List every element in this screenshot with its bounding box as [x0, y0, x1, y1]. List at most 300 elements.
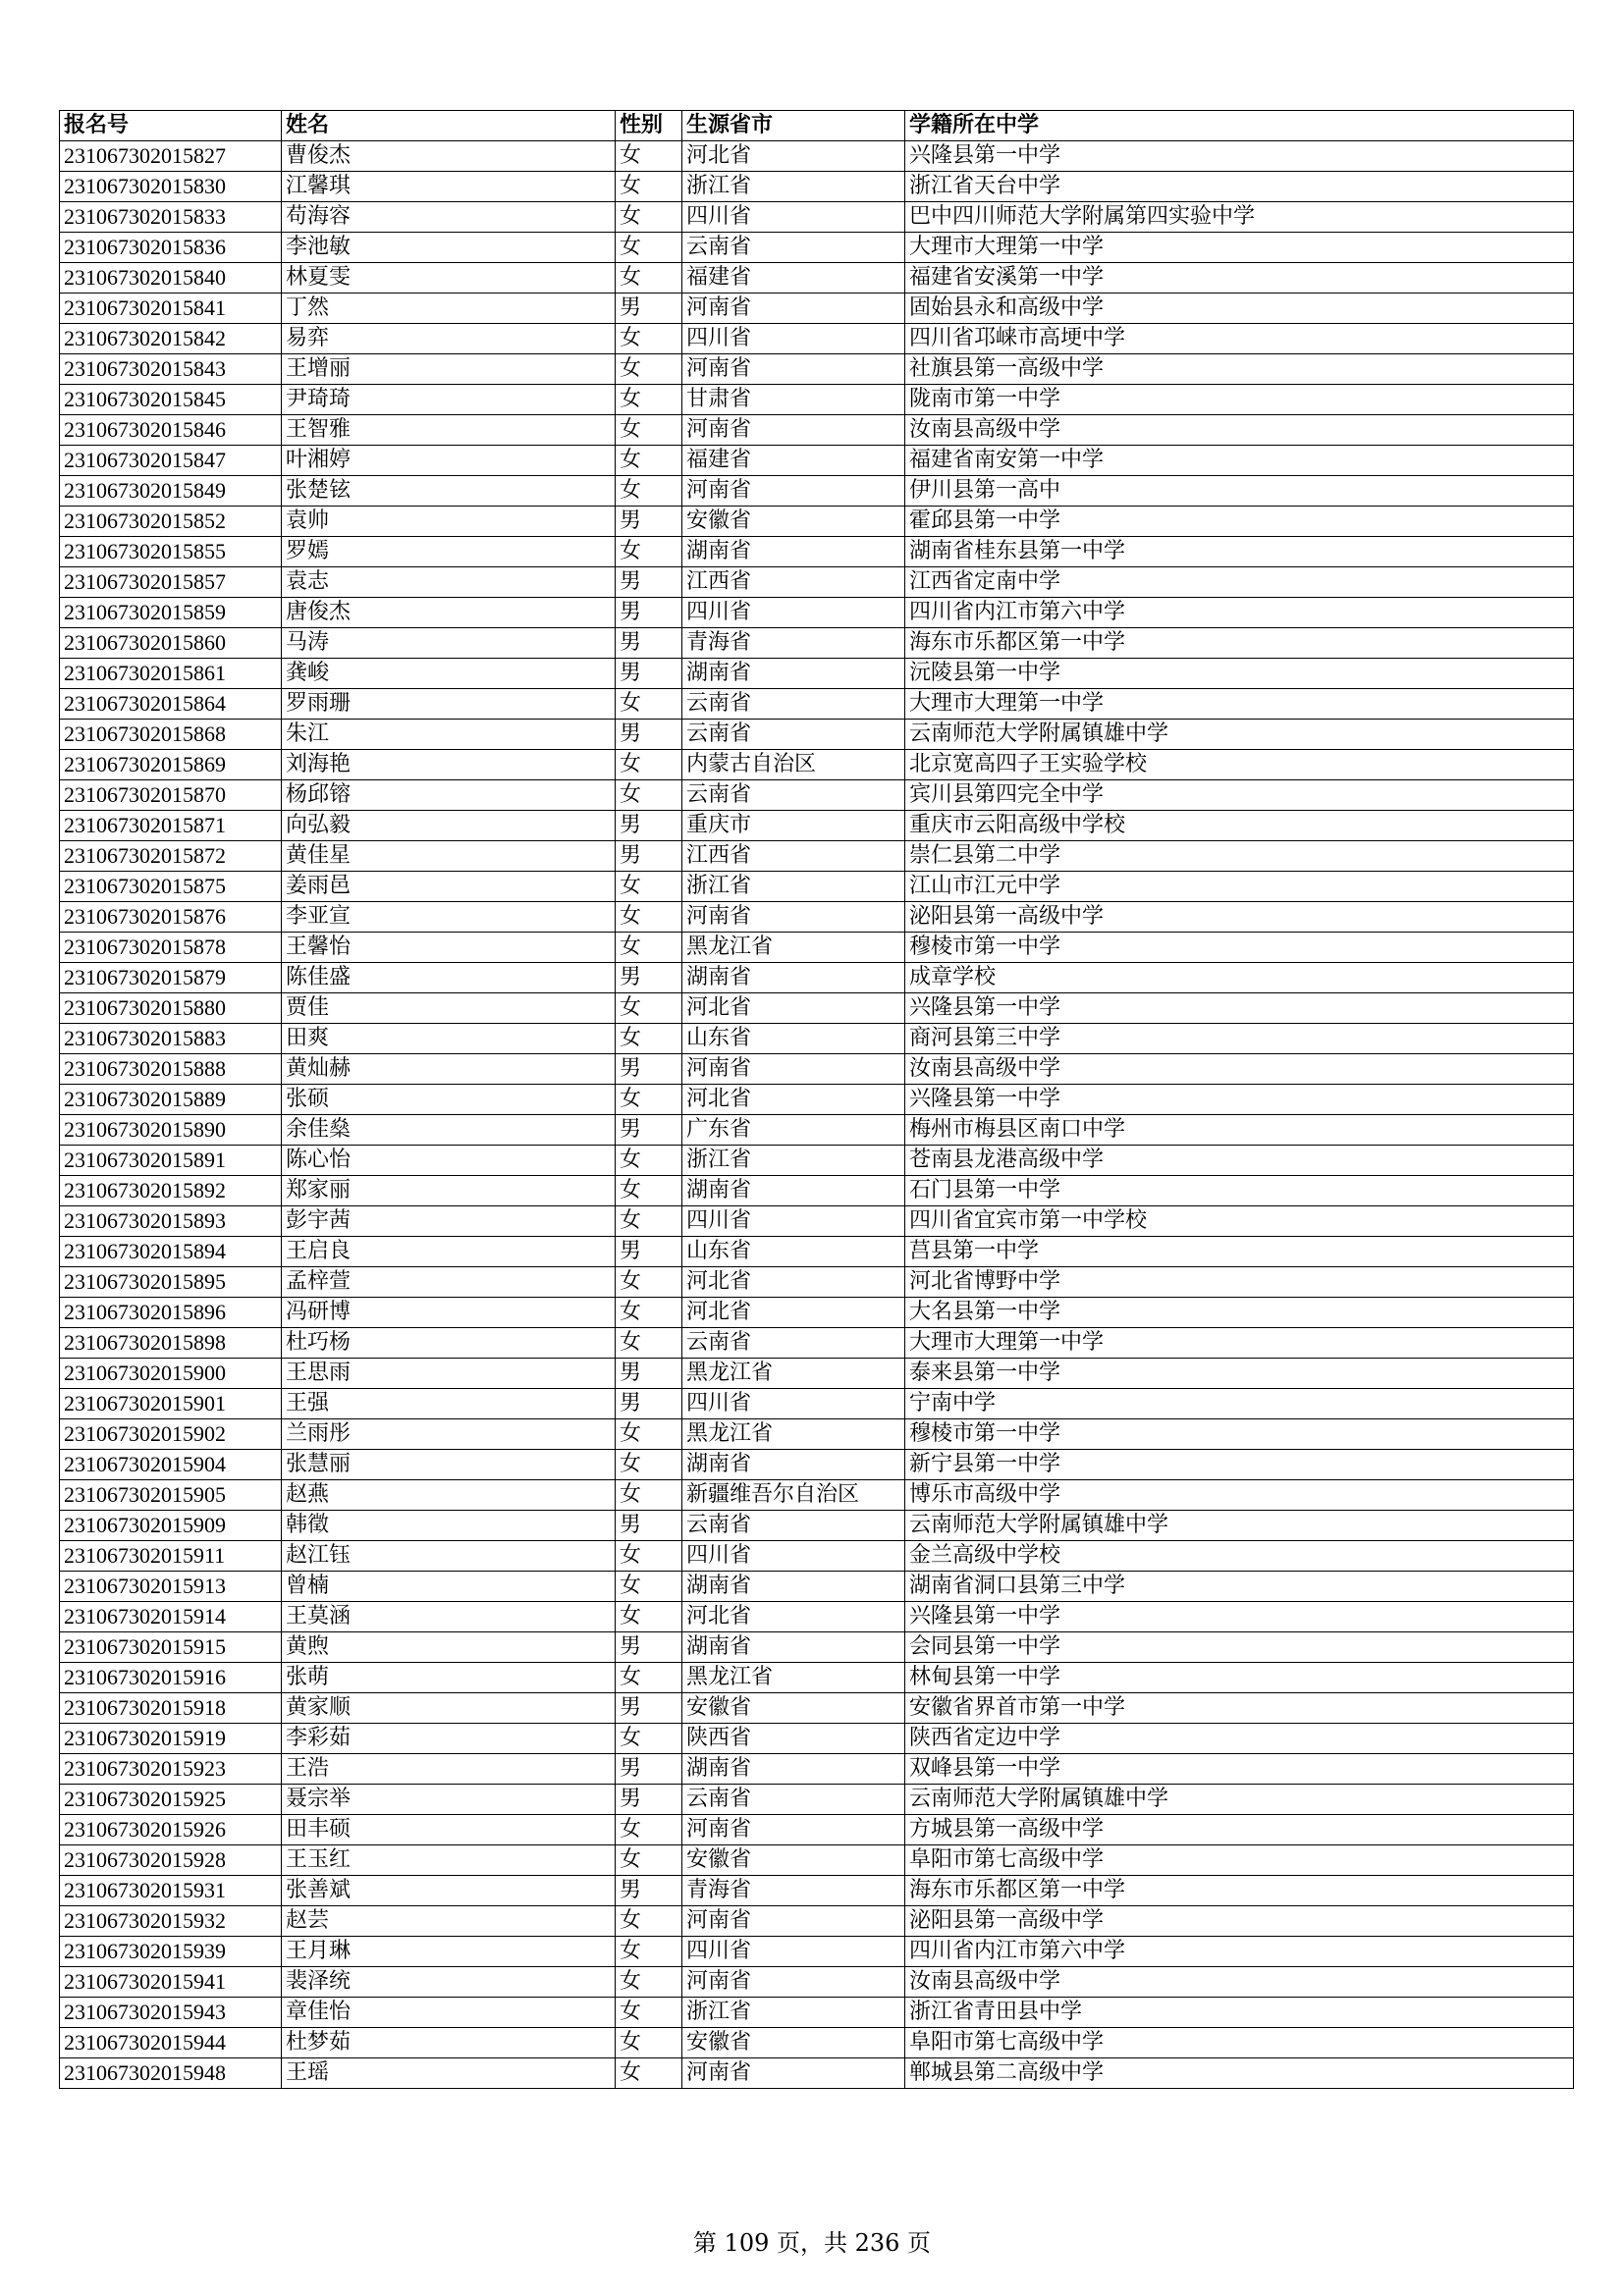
name-cell: 赵江钰 — [282, 1541, 616, 1572]
registration-number-cell: 231067302015876 — [60, 902, 282, 933]
province-cell: 福建省 — [682, 446, 905, 476]
registration-number-cell: 231067302015878 — [60, 933, 282, 963]
registration-number-cell: 231067302015919 — [60, 1724, 282, 1754]
school-cell: 云南师范大学附属镇雄中学 — [905, 1511, 1574, 1541]
name-cell: 易弈 — [282, 324, 616, 354]
school-cell: 四川省内江市第六中学 — [905, 598, 1574, 628]
registration-number-cell: 231067302015860 — [60, 628, 282, 659]
gender-cell: 男 — [616, 598, 682, 628]
gender-cell: 女 — [616, 2028, 682, 2058]
table-row — [60, 872, 1574, 902]
name-cell: 黄煦 — [282, 1632, 616, 1663]
school-cell: 汝南县高级中学 — [905, 415, 1574, 446]
table-row — [60, 1359, 1574, 1389]
table-row — [60, 172, 1574, 202]
name-cell: 冯研博 — [282, 1298, 616, 1328]
name-cell: 郑家丽 — [282, 1176, 616, 1206]
gender-cell: 女 — [616, 1206, 682, 1237]
province-cell: 云南省 — [682, 1785, 905, 1815]
name-cell: 向弘毅 — [282, 811, 616, 841]
school-cell: 社旗县第一高级中学 — [905, 354, 1574, 385]
table-row — [60, 1115, 1574, 1146]
registration-number-cell: 231067302015830 — [60, 172, 282, 202]
name-cell: 刘海艳 — [282, 750, 616, 780]
school-cell: 湖南省桂东县第一中学 — [905, 537, 1574, 567]
registration-number-cell: 231067302015843 — [60, 354, 282, 385]
table-row — [60, 1785, 1574, 1815]
registration-number-cell: 231067302015847 — [60, 446, 282, 476]
table-row — [60, 1085, 1574, 1115]
registration-number-cell: 231067302015923 — [60, 1754, 282, 1785]
gender-cell: 女 — [616, 385, 682, 415]
province-cell: 河南省 — [682, 354, 905, 385]
gender-cell: 男 — [616, 628, 682, 659]
school-cell: 云南师范大学附属镇雄中学 — [905, 720, 1574, 750]
province-cell: 浙江省 — [682, 1146, 905, 1176]
registration-number-cell: 231067302015861 — [60, 659, 282, 689]
school-cell: 湖南省洞口县第三中学 — [905, 1572, 1574, 1602]
school-cell: 宾川县第四完全中学 — [905, 780, 1574, 811]
table-row — [60, 598, 1574, 628]
registration-number-cell: 231067302015913 — [60, 1572, 282, 1602]
name-cell: 叶湘婷 — [282, 446, 616, 476]
registration-number-cell: 231067302015926 — [60, 1815, 282, 1845]
name-cell: 杜梦茹 — [282, 2028, 616, 2058]
table-row — [60, 1267, 1574, 1298]
name-cell: 王瑶 — [282, 2058, 616, 2089]
name-cell: 王月琳 — [282, 1937, 616, 1967]
table-row — [60, 2028, 1574, 2058]
province-cell: 四川省 — [682, 1389, 905, 1419]
province-cell: 陕西省 — [682, 1724, 905, 1754]
name-cell: 龚峻 — [282, 659, 616, 689]
registration-number-cell: 231067302015892 — [60, 1176, 282, 1206]
table-row — [60, 963, 1574, 993]
province-cell: 浙江省 — [682, 872, 905, 902]
school-cell: 固始县永和高级中学 — [905, 294, 1574, 324]
gender-cell: 女 — [616, 1267, 682, 1298]
gender-cell: 女 — [616, 1085, 682, 1115]
province-cell: 河南省 — [682, 2058, 905, 2089]
school-cell: 北京宽高四子王实验学校 — [905, 750, 1574, 780]
registration-number-cell: 231067302015948 — [60, 2058, 282, 2089]
registration-number-cell: 231067302015852 — [60, 507, 282, 537]
province-cell: 河北省 — [682, 1267, 905, 1298]
school-cell: 林甸县第一中学 — [905, 1663, 1574, 1693]
name-cell: 黄灿赫 — [282, 1054, 616, 1085]
page-footer: 第 109 页，共 236 页 — [692, 2229, 932, 2257]
registration-number-cell: 231067302015883 — [60, 1024, 282, 1054]
registration-number-cell: 231067302015840 — [60, 263, 282, 294]
registration-number-cell: 231067302015889 — [60, 1085, 282, 1115]
gender-cell: 女 — [616, 993, 682, 1024]
table-row — [60, 1419, 1574, 1450]
province-cell: 湖南省 — [682, 1176, 905, 1206]
gender-cell: 女 — [616, 1937, 682, 1967]
registration-number-cell: 231067302015895 — [60, 1267, 282, 1298]
gender-cell: 女 — [616, 1998, 682, 2028]
name-cell: 王思雨 — [282, 1359, 616, 1389]
school-cell: 福建省安溪第一中学 — [905, 263, 1574, 294]
registration-number-cell: 231067302015845 — [60, 385, 282, 415]
school-cell: 宁南中学 — [905, 1389, 1574, 1419]
gender-cell: 女 — [616, 780, 682, 811]
registration-number-cell: 231067302015911 — [60, 1541, 282, 1572]
registration-number-cell: 231067302015928 — [60, 1845, 282, 1876]
table-row — [60, 1693, 1574, 1724]
province-cell: 湖南省 — [682, 963, 905, 993]
school-cell: 崇仁县第二中学 — [905, 841, 1574, 872]
table-row — [60, 1632, 1574, 1663]
table-row — [60, 933, 1574, 963]
gender-cell: 女 — [616, 446, 682, 476]
table-row — [60, 1572, 1574, 1602]
school-cell: 陕西省定边中学 — [905, 1724, 1574, 1754]
province-cell: 河北省 — [682, 1085, 905, 1115]
school-cell: 大理市大理第一中学 — [905, 1328, 1574, 1359]
name-cell: 王增丽 — [282, 354, 616, 385]
registration-number-cell: 231067302015932 — [60, 1906, 282, 1937]
province-cell: 湖南省 — [682, 537, 905, 567]
school-cell: 泰来县第一中学 — [905, 1359, 1574, 1389]
name-cell: 杨邱镕 — [282, 780, 616, 811]
province-cell: 四川省 — [682, 598, 905, 628]
name-cell: 江馨琪 — [282, 172, 616, 202]
school-cell: 四川省邛崃市高埂中学 — [905, 324, 1574, 354]
name-cell: 李彩茹 — [282, 1724, 616, 1754]
table-row — [60, 446, 1574, 476]
province-cell: 河南省 — [682, 1054, 905, 1085]
table-row — [60, 1176, 1574, 1206]
table-row — [60, 1389, 1574, 1419]
school-cell: 四川省内江市第六中学 — [905, 1937, 1574, 1967]
registration-number-cell: 231067302015939 — [60, 1937, 282, 1967]
province-cell: 河北省 — [682, 1298, 905, 1328]
name-cell: 陈佳盛 — [282, 963, 616, 993]
province-cell: 云南省 — [682, 720, 905, 750]
table-row — [60, 324, 1574, 354]
registration-number-cell: 231067302015888 — [60, 1054, 282, 1085]
school-cell: 兴隆县第一中学 — [905, 1085, 1574, 1115]
table-row — [60, 1541, 1574, 1572]
registration-number-cell: 231067302015879 — [60, 963, 282, 993]
table-row — [60, 1906, 1574, 1937]
gender-cell: 女 — [616, 1480, 682, 1511]
school-cell: 大理市大理第一中学 — [905, 689, 1574, 720]
registration-number-cell: 231067302015901 — [60, 1389, 282, 1419]
school-cell: 陇南市第一中学 — [905, 385, 1574, 415]
table-row — [60, 1054, 1574, 1085]
province-cell: 浙江省 — [682, 172, 905, 202]
name-cell: 黄佳星 — [282, 841, 616, 872]
registration-number-cell: 231067302015925 — [60, 1785, 282, 1815]
registration-number-cell: 231067302015905 — [60, 1480, 282, 1511]
name-cell: 彭宇茜 — [282, 1206, 616, 1237]
province-cell: 河南省 — [682, 476, 905, 507]
header-row — [60, 111, 1574, 141]
registration-number-cell: 231067302015857 — [60, 567, 282, 598]
registration-number-cell: 231067302015869 — [60, 750, 282, 780]
name-cell: 唐俊杰 — [282, 598, 616, 628]
gender-cell: 男 — [616, 507, 682, 537]
province-cell: 甘肃省 — [682, 385, 905, 415]
registration-number-cell: 231067302015915 — [60, 1632, 282, 1663]
school-cell: 大名县第一中学 — [905, 1298, 1574, 1328]
table-row — [60, 750, 1574, 780]
gender-cell: 女 — [616, 1572, 682, 1602]
gender-cell: 女 — [616, 1541, 682, 1572]
gender-cell: 女 — [616, 476, 682, 507]
gender-cell: 男 — [616, 294, 682, 324]
name-cell: 陈心怡 — [282, 1146, 616, 1176]
table-row — [60, 1998, 1574, 2028]
table-row — [60, 354, 1574, 385]
table-row — [60, 202, 1574, 233]
school-cell: 伊川县第一高中 — [905, 476, 1574, 507]
registration-number-cell: 231067302015859 — [60, 598, 282, 628]
province-cell: 内蒙古自治区 — [682, 750, 905, 780]
gender-cell: 女 — [616, 1146, 682, 1176]
name-cell: 曹俊杰 — [282, 141, 616, 172]
province-cell: 安徽省 — [682, 1693, 905, 1724]
table-row — [60, 1602, 1574, 1632]
school-cell: 沅陵县第一中学 — [905, 659, 1574, 689]
name-cell: 袁志 — [282, 567, 616, 598]
table-row — [60, 507, 1574, 537]
table-row — [60, 689, 1574, 720]
province-cell: 四川省 — [682, 324, 905, 354]
name-cell: 张萌 — [282, 1663, 616, 1693]
school-cell: 安徽省界首市第一中学 — [905, 1693, 1574, 1724]
province-cell: 湖南省 — [682, 659, 905, 689]
school-cell: 金兰高级中学校 — [905, 1541, 1574, 1572]
school-cell: 重庆市云阳高级中学校 — [905, 811, 1574, 841]
gender-cell: 女 — [616, 263, 682, 294]
table-row — [60, 1845, 1574, 1876]
registration-number-cell: 231067302015849 — [60, 476, 282, 507]
name-cell: 王馨怡 — [282, 933, 616, 963]
school-cell: 海东市乐都区第一中学 — [905, 1876, 1574, 1906]
gender-cell: 女 — [616, 233, 682, 263]
table-row — [60, 1663, 1574, 1693]
province-cell: 山东省 — [682, 1237, 905, 1267]
name-cell: 杜巧杨 — [282, 1328, 616, 1359]
name-cell: 李池敏 — [282, 233, 616, 263]
table-body — [60, 141, 1574, 2089]
province-cell: 云南省 — [682, 1328, 905, 1359]
province-cell: 湖南省 — [682, 1450, 905, 1480]
name-cell: 章佳怡 — [282, 1998, 616, 2028]
school-cell: 海东市乐都区第一中学 — [905, 628, 1574, 659]
province-cell: 浙江省 — [682, 1998, 905, 2028]
name-cell: 赵燕 — [282, 1480, 616, 1511]
name-cell: 黄家顺 — [282, 1693, 616, 1724]
province-cell: 云南省 — [682, 233, 905, 263]
school-cell: 河北省博野中学 — [905, 1267, 1574, 1298]
gender-cell: 女 — [616, 1024, 682, 1054]
gender-cell: 男 — [616, 963, 682, 993]
school-cell: 云南师范大学附属镇雄中学 — [905, 1785, 1574, 1815]
gender-cell: 男 — [616, 1632, 682, 1663]
province-cell: 云南省 — [682, 780, 905, 811]
registration-number-cell: 231067302015896 — [60, 1298, 282, 1328]
name-cell: 余佳燊 — [282, 1115, 616, 1146]
school-cell: 兴隆县第一中学 — [905, 141, 1574, 172]
name-cell: 田爽 — [282, 1024, 616, 1054]
registration-number-cell: 231067302015909 — [60, 1511, 282, 1541]
gender-cell: 女 — [616, 1328, 682, 1359]
name-cell: 袁帅 — [282, 507, 616, 537]
province-cell: 河北省 — [682, 141, 905, 172]
province-cell: 四川省 — [682, 1937, 905, 1967]
province-cell: 江西省 — [682, 567, 905, 598]
registration-number-cell: 231067302015904 — [60, 1450, 282, 1480]
table-row — [60, 385, 1574, 415]
name-cell: 罗嫣 — [282, 537, 616, 567]
school-cell: 兴隆县第一中学 — [905, 1602, 1574, 1632]
name-cell: 罗雨珊 — [282, 689, 616, 720]
province-cell: 安徽省 — [682, 2028, 905, 2058]
registration-number-cell: 231067302015855 — [60, 537, 282, 567]
admission-list-table — [59, 110, 1574, 2089]
header-school: 学籍所在中学 — [905, 111, 1574, 141]
school-cell: 四川省宜宾市第一中学校 — [905, 1206, 1574, 1237]
gender-cell: 女 — [616, 689, 682, 720]
name-cell: 王浩 — [282, 1754, 616, 1785]
table-row — [60, 841, 1574, 872]
school-cell: 穆棱市第一中学 — [905, 933, 1574, 963]
registration-number-cell: 231067302015875 — [60, 872, 282, 902]
gender-cell: 男 — [616, 841, 682, 872]
gender-cell: 女 — [616, 1298, 682, 1328]
gender-cell: 女 — [616, 750, 682, 780]
gender-cell: 女 — [616, 1602, 682, 1632]
gender-cell: 女 — [616, 354, 682, 385]
registration-number-cell: 231067302015890 — [60, 1115, 282, 1146]
table-row — [60, 720, 1574, 750]
table-row — [60, 415, 1574, 446]
registration-number-cell: 231067302015902 — [60, 1419, 282, 1450]
name-cell: 韩徵 — [282, 1511, 616, 1541]
school-cell: 新宁县第一中学 — [905, 1450, 1574, 1480]
gender-cell: 男 — [616, 1115, 682, 1146]
name-cell: 王莫涵 — [282, 1602, 616, 1632]
registration-number-cell: 231067302015941 — [60, 1967, 282, 1998]
gender-cell: 男 — [616, 1754, 682, 1785]
province-cell: 云南省 — [682, 689, 905, 720]
name-cell: 丁然 — [282, 294, 616, 324]
gender-cell: 女 — [616, 1450, 682, 1480]
province-cell: 广东省 — [682, 1115, 905, 1146]
registration-number-cell: 231067302015868 — [60, 720, 282, 750]
province-cell: 四川省 — [682, 1206, 905, 1237]
name-cell: 朱江 — [282, 720, 616, 750]
school-cell: 巴中四川师范大学附属第四实验中学 — [905, 202, 1574, 233]
school-cell: 泌阳县第一高级中学 — [905, 902, 1574, 933]
registration-number-cell: 231067302015931 — [60, 1876, 282, 1906]
table-row — [60, 263, 1574, 294]
province-cell: 新疆维吾尔自治区 — [682, 1480, 905, 1511]
school-cell: 成章学校 — [905, 963, 1574, 993]
table-row — [60, 1328, 1574, 1359]
name-cell: 王启良 — [282, 1237, 616, 1267]
name-cell: 王玉红 — [282, 1845, 616, 1876]
table-row — [60, 537, 1574, 567]
province-cell: 四川省 — [682, 1541, 905, 1572]
table-row — [60, 1754, 1574, 1785]
school-cell: 博乐市高级中学 — [905, 1480, 1574, 1511]
gender-cell: 男 — [616, 1054, 682, 1085]
gender-cell: 男 — [616, 1237, 682, 1267]
table-row — [60, 1815, 1574, 1845]
gender-cell: 男 — [616, 1511, 682, 1541]
school-cell: 阜阳市第七高级中学 — [905, 2028, 1574, 2058]
table-row — [60, 1876, 1574, 1906]
school-cell: 汝南县高级中学 — [905, 1967, 1574, 1998]
table-row — [60, 1511, 1574, 1541]
school-cell: 石门县第一中学 — [905, 1176, 1574, 1206]
table-row — [60, 476, 1574, 507]
gender-cell: 男 — [616, 811, 682, 841]
gender-cell: 女 — [616, 1967, 682, 1998]
province-cell: 河北省 — [682, 1602, 905, 1632]
school-cell: 双峰县第一中学 — [905, 1754, 1574, 1785]
table-row — [60, 567, 1574, 598]
name-cell: 马涛 — [282, 628, 616, 659]
registration-number-cell: 231067302015891 — [60, 1146, 282, 1176]
table-row — [60, 628, 1574, 659]
school-cell: 汝南县高级中学 — [905, 1054, 1574, 1085]
name-cell: 王智雅 — [282, 415, 616, 446]
gender-cell: 男 — [616, 659, 682, 689]
name-cell: 李亚宣 — [282, 902, 616, 933]
province-cell: 云南省 — [682, 1511, 905, 1541]
province-cell: 湖南省 — [682, 1632, 905, 1663]
table-row — [60, 1237, 1574, 1267]
name-cell: 王强 — [282, 1389, 616, 1419]
school-cell: 莒县第一中学 — [905, 1237, 1574, 1267]
school-cell: 方城县第一高级中学 — [905, 1815, 1574, 1845]
gender-cell: 男 — [616, 1785, 682, 1815]
table-row — [60, 1967, 1574, 1998]
school-cell: 浙江省天台中学 — [905, 172, 1574, 202]
school-cell: 商河县第三中学 — [905, 1024, 1574, 1054]
province-cell: 福建省 — [682, 263, 905, 294]
gender-cell: 女 — [616, 537, 682, 567]
province-cell: 青海省 — [682, 1876, 905, 1906]
school-cell: 泌阳县第一高级中学 — [905, 1906, 1574, 1937]
province-cell: 湖南省 — [682, 1754, 905, 1785]
province-cell: 安徽省 — [682, 507, 905, 537]
table-row — [60, 2058, 1574, 2089]
school-cell: 江山市江元中学 — [905, 872, 1574, 902]
school-cell: 郸城县第二高级中学 — [905, 2058, 1574, 2089]
name-cell: 姜雨邑 — [282, 872, 616, 902]
name-cell: 赵芸 — [282, 1906, 616, 1937]
gender-cell: 男 — [616, 1693, 682, 1724]
province-cell: 河南省 — [682, 294, 905, 324]
school-cell: 大理市大理第一中学 — [905, 233, 1574, 263]
gender-cell: 男 — [616, 1389, 682, 1419]
registration-number-cell: 231067302015827 — [60, 141, 282, 172]
gender-cell: 女 — [616, 1724, 682, 1754]
registration-number-cell: 231067302015836 — [60, 233, 282, 263]
gender-cell: 女 — [616, 202, 682, 233]
name-cell: 张硕 — [282, 1085, 616, 1115]
table-row — [60, 1146, 1574, 1176]
name-cell: 裴泽统 — [282, 1967, 616, 1998]
table-row — [60, 1298, 1574, 1328]
